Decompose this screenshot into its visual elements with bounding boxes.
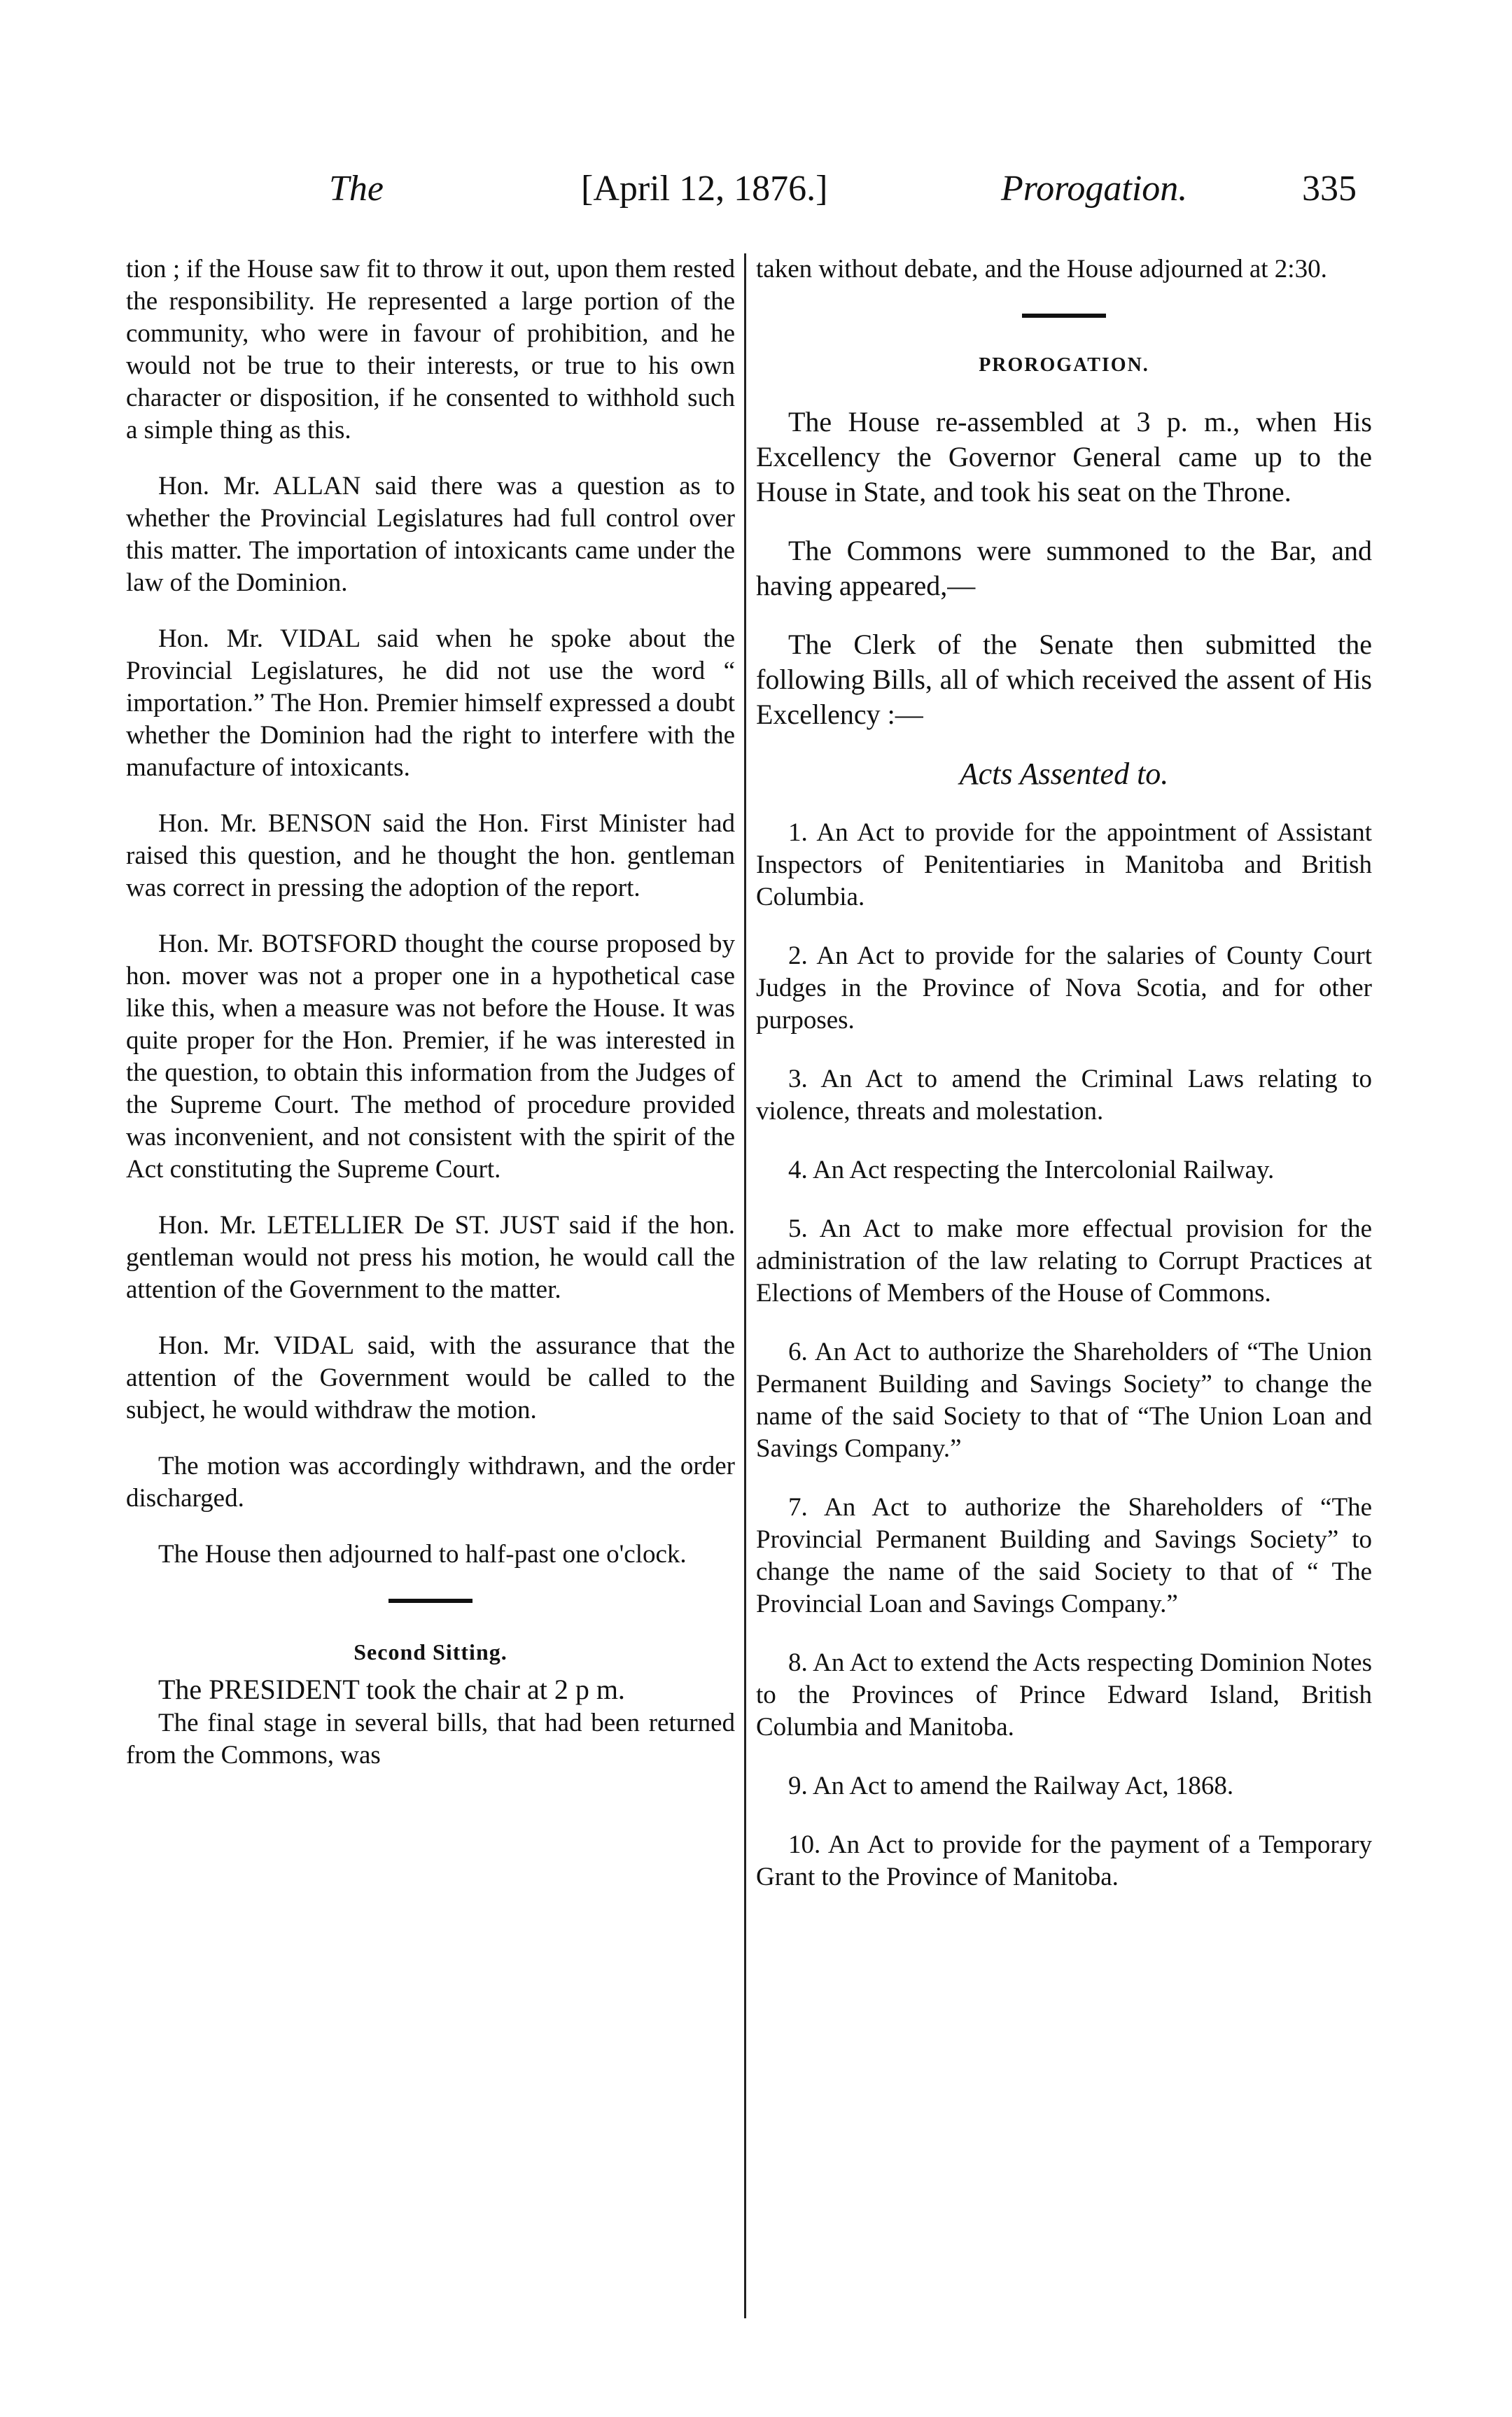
paragraph-reassembled: The House re-assembled at 3 p. m., when His Excellency the Governor General came up to the House in State, and took his seat on the Throne. xyxy=(756,406,1372,507)
header-section: Prorogation. xyxy=(1001,169,1188,209)
header-left: The xyxy=(329,169,384,209)
act-item: 8. An Act to extend the Acts respecting Dominion Notes to the Provinces of Prince Edward Island, British Columbia and Manitoba. xyxy=(756,1648,1372,1742)
paragraph-vidal-withdraw: Hon. Mr. VIDAL said, with the assurance that the attention of the Government would be called to the subject, he would withdraw the motion. xyxy=(126,1331,735,1424)
column-divider xyxy=(744,253,746,2318)
act-item: 2. An Act to provide for the salaries of County Court Judges in the Province of Nova Scotia, and for other purposes. xyxy=(756,941,1372,1035)
prorogation-heading: PROROGATION. xyxy=(979,354,1149,376)
header-date: [April 12, 1876.] xyxy=(581,169,828,209)
paragraph-allan: Hon. Mr. ALLAN said there was a question as to whether the Provincial Legislatures had full control over this matter. The importation of intoxicants came under the law of the Dominion. xyxy=(126,472,735,597)
paragraph-motion-withdrawn: The motion was accordingly withdrawn, and the order discharged. xyxy=(126,1452,735,1513)
page-number: 335 xyxy=(1302,169,1357,209)
act-item: 4. An Act respecting the Intercolonial Railway. xyxy=(788,1156,1275,1184)
section-separator xyxy=(1022,314,1106,318)
paragraph-final-stage: The final stage in several bills, that had been returned from the Commons, was xyxy=(126,1709,735,1770)
paragraph-commons-summoned: The Commons were summoned to the Bar, and having appeared,— xyxy=(756,535,1372,601)
paragraph-president: The PRESIDENT took the chair at 2 p m. xyxy=(158,1674,625,1705)
paragraph-vidal: Hon. Mr. VIDAL said when he spoke about the Provincial Legislatures, he did not use the word “ importation.” The Hon. Premier himself expressed a doubt whether the Dominion had the right to interfere with the manufacture of intoxicants. xyxy=(126,624,735,782)
section-separator xyxy=(388,1599,472,1603)
acts-assented-heading: Acts Assented to. xyxy=(959,757,1169,791)
act-item: 6. An Act to authorize the Shareholders of “The Union Permanent Building and Savings Society” to change the name of the said Society to that of “The Union Loan and Savings Company.” xyxy=(756,1338,1372,1463)
running-header xyxy=(329,168,1379,224)
act-item: 10. An Act to provide for the payment of a Temporary Grant to the Province of Manitoba. xyxy=(756,1830,1372,1891)
act-item: 9. An Act to amend the Railway Act, 1868. xyxy=(788,1772,1234,1800)
paragraph: tion ; if the House saw fit to throw it out, upon them rested the responsibility. He represented a large portion of the community, who were in favour of prohibition, and he would not be true to their interests, or true to his own character or disposition, if he consented to withhold such a simple thing as this. xyxy=(126,255,735,444)
paragraph-botsford: Hon. Mr. BOTSFORD thought the course proposed by hon. mover was not a proper one in a hypothetical case like this, when a measure was not before the House. It was quite proper for the Hon. Premier, if he was interested in the question, to obtain this information from the Judges of the Supreme Court. The method of procedure provided was inconvenient, and not consistent with the spirit of the Act constituting the Supreme Court. xyxy=(126,930,735,1184)
left-column xyxy=(126,253,735,1772)
paragraph-adjourned: The House then adjourned to half-past one o'clock. xyxy=(158,1540,687,1569)
paragraph-continued: taken without debate, and the House adjourned at 2:30. xyxy=(756,255,1327,283)
paragraph-letellier: Hon. Mr. LETELLIER De ST. JUST said if the hon. gentleman would not press his motion, he would call the attention of the Government to the matter. xyxy=(126,1211,735,1304)
second-sitting-heading: Second Sitting. xyxy=(354,1639,507,1665)
paragraph-clerk-submitted: The Clerk of the Senate then submitted the following Bills, all of which received the assent of His Excellency :— xyxy=(756,629,1372,730)
act-item: 1. An Act to provide for the appointment of Assistant Inspectors of Penitentiaries in Manitoba and British Columbia. xyxy=(756,818,1372,911)
act-item: 3. An Act to amend the Criminal Laws relating to violence, threats and molestation. xyxy=(756,1065,1372,1126)
act-item: 5. An Act to make more effectual provision for the administration of the law relating to Corrupt Practices at Elections of Members of the House of Commons. xyxy=(756,1214,1372,1308)
act-item: 7. An Act to authorize the Shareholders of “The Provincial Permanent Building and Savings Society” to change the name of the said Society to that of “ The Provincial Loan and Savings Company.” xyxy=(756,1493,1372,1618)
paragraph-benson: Hon. Mr. BENSON said the Hon. First Minister had raised this question, and he thought the hon. gentleman was correct in pressing the adoption of the report. xyxy=(126,809,735,902)
right-column xyxy=(756,253,1372,1920)
